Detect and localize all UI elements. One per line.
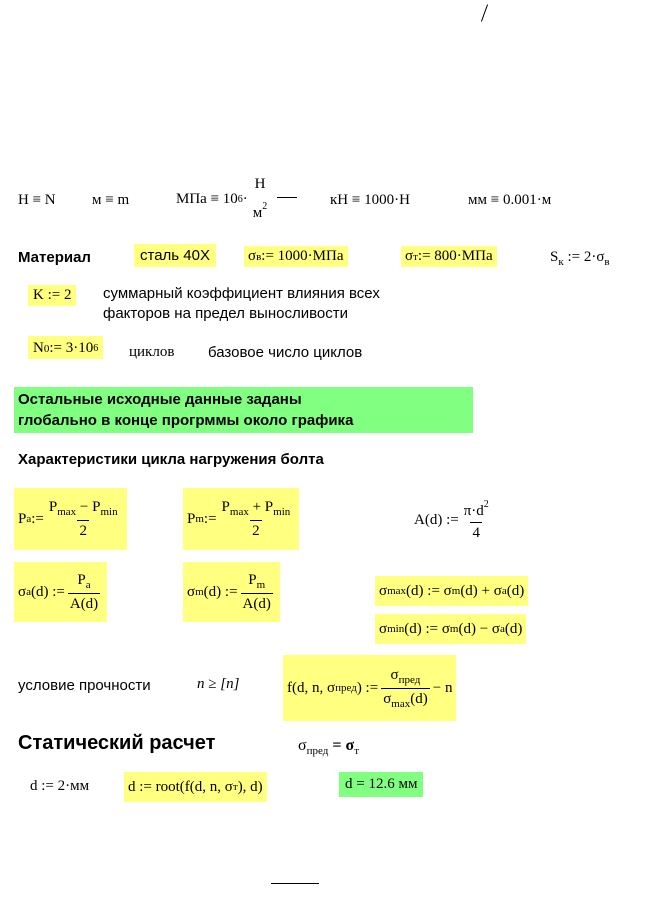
footer-rule (271, 883, 319, 884)
k-desc-line1: суммарный коэффициент влияния всех (103, 285, 380, 302)
material-label: Материал (18, 249, 91, 266)
n0-def: N 0 := 3·10 6 (28, 336, 103, 359)
n0-unit: циклов (129, 344, 175, 360)
sigma-t-def: σ т := 800·МПа (401, 246, 497, 267)
area-formula: A(d) := $\frac{\pi\cdot d^2}{4}$ (414, 498, 489, 541)
n0-desc: базовое число циклов (208, 344, 363, 361)
unit-millimeter: мм ≡ 0.001·м (468, 192, 552, 208)
static-sigma-equality: $\sigma_{пред} = \sigma_т$ (298, 737, 359, 757)
strength-label: условие прочности (18, 677, 151, 694)
d-root-expression: d := root(f(d, n, σ т ), d) (124, 772, 267, 802)
d-initial-guess: d := 2·мм (30, 778, 90, 794)
sigma-a-formula: σ a (d) := $\frac{P_a}{A(d)}$ (14, 562, 107, 622)
k-def: K := 2 (28, 285, 76, 306)
cycle-heading: Характеристики цикла нагружения болта (18, 451, 324, 468)
f-function-formula: f(d, n, σ пред ) := $\frac{\sigma_{пред}}{\sigma_{max}(d)}$ − n (283, 655, 456, 721)
pa-formula: P a := $\frac{P_{max} - P_{min}}{2}$ (14, 488, 127, 550)
unit-newton: Н ≡ N (18, 192, 56, 208)
unit-mpa: МПа ≡ 10 6 · Н $м^2$ (176, 176, 268, 221)
header-tick (481, 4, 488, 21)
sk-def: $S_к$ := $2\cdot\sigma_в$ (550, 249, 610, 268)
pm-formula: P m := $\frac{P_{max} + P_{min}}{2}$ (183, 488, 299, 550)
sigma-max-formula: σ max (d) := σ m (d) + σ a (d) (375, 576, 528, 606)
sigma-min-formula: σ min (d) := σ m (d) − σ a (d) (375, 614, 526, 644)
global-data-note: Остальные исходные данные заданы глобально в конце прогрммы около графика (14, 387, 473, 433)
static-heading: Статический расчет (18, 732, 216, 754)
k-desc-line2: факторов на предел выносливости (103, 305, 348, 322)
sigma-b-def: σ в := 1000·МПа (244, 246, 348, 267)
sigma-m-formula: σ m (d) := $\frac{P_m}{A(d)}$ (183, 562, 280, 622)
unit-mpa-fraction-bar (277, 197, 297, 198)
unit-meter: м ≡ m (92, 192, 130, 208)
d-result: d = 12.6 мм (339, 772, 423, 797)
strength-condition: n ≥ [n] (197, 676, 240, 692)
unit-kilonewton: кН ≡ 1000·Н (330, 192, 410, 208)
material-steel: сталь 40Х (134, 244, 216, 267)
